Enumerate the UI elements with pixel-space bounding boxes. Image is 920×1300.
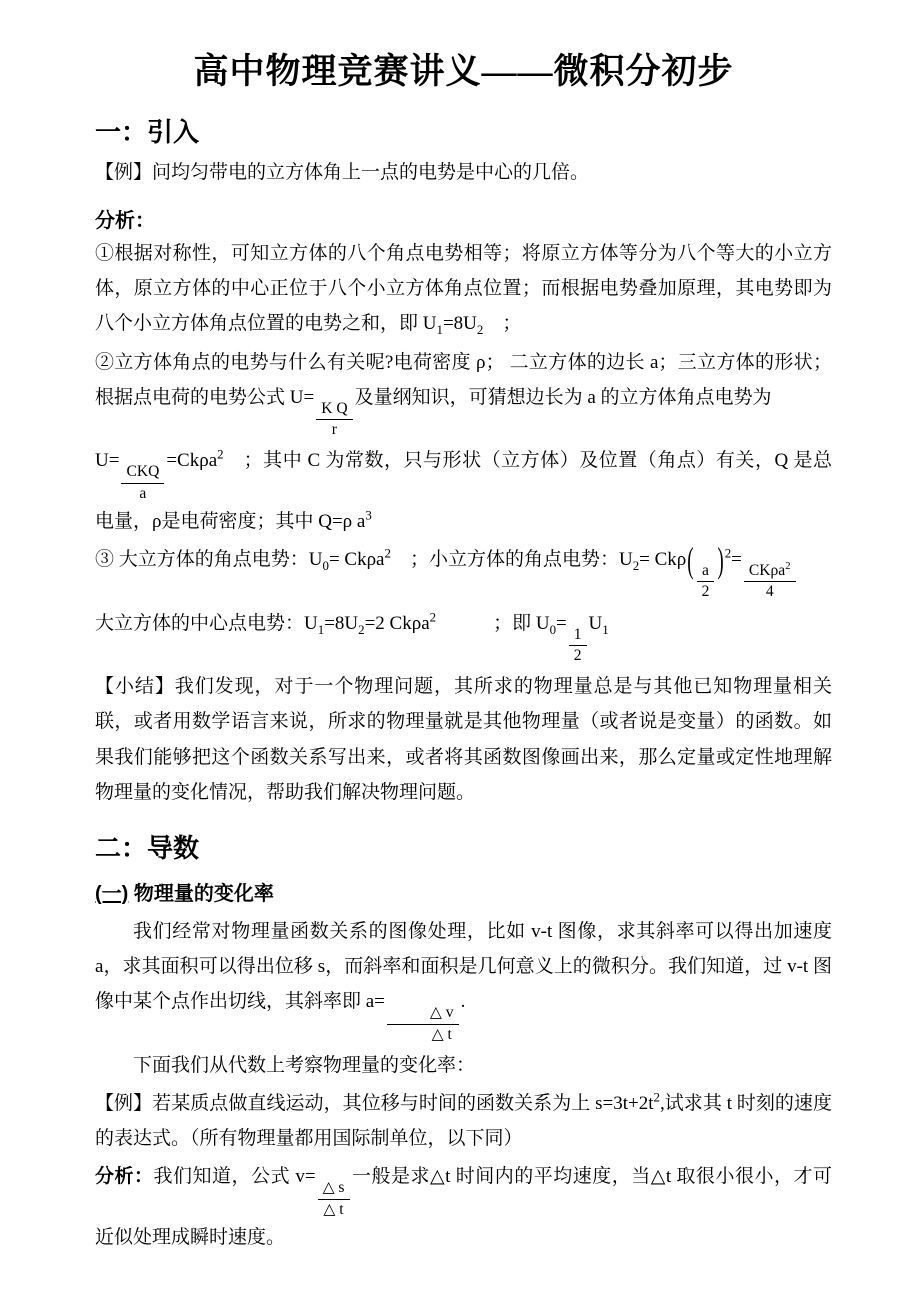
fraction bbox=[387, 1003, 459, 1045]
fraction-numerator: △ v bbox=[387, 1003, 459, 1024]
subscript: 1 bbox=[436, 322, 443, 338]
text-run: =Ckρa bbox=[166, 450, 218, 472]
fraction-numerator: CKQ bbox=[121, 462, 164, 483]
text-run: U= bbox=[95, 450, 120, 472]
fraction bbox=[318, 1178, 350, 1220]
analysis-label-2: 分析： bbox=[95, 1166, 154, 1188]
example-paragraph-1 bbox=[95, 155, 832, 190]
big-paren-open: ( bbox=[687, 541, 694, 581]
subscript: 2 bbox=[476, 322, 484, 338]
text-run: =8U bbox=[324, 612, 359, 634]
superscript: 2 bbox=[384, 545, 391, 561]
text-run: = bbox=[731, 549, 742, 571]
superscript: 2 bbox=[653, 1089, 660, 1105]
text-run: = Ckρa bbox=[328, 549, 385, 571]
text-run: ①根据对称性，可知立方体的八个角点电势相等；将原立方体等分为八个等大的小立方体，原立方体的中心正位于八个小立方体角点位置；而根据电势叠加原理，其电势即为八个小立方体角点位置的电势之和，即 U bbox=[95, 243, 832, 335]
fraction bbox=[569, 625, 587, 667]
example-tag: 【例】 bbox=[95, 1092, 153, 1114]
analysis-label-1: 分析： bbox=[95, 210, 155, 233]
text-run: ②立方体角点的电势与什么有关呢?电荷密度 ρ； 二立方体的边长 a；三立方体的形状；根据点电荷的电势公式 U= bbox=[95, 351, 832, 408]
paragraph-4 bbox=[95, 542, 832, 603]
text-run: ；其中 C 为常数，只与形状（立方体）及位置（角点）有关，Q 是总电量，ρ是电荷密度；其中 Q=ρ a bbox=[95, 450, 832, 532]
text-run: 若某质点做直线运动，其位移与时间的函数关系为上 s=3t+2t bbox=[152, 1092, 654, 1114]
text-run: ； bbox=[483, 313, 522, 335]
fraction-numerator: 1 bbox=[569, 625, 587, 646]
fraction bbox=[697, 561, 715, 603]
fraction bbox=[316, 399, 352, 441]
text-run: ；即 U bbox=[436, 612, 550, 634]
fraction-numerator: K Q bbox=[316, 399, 352, 420]
text-run: 我们发现，对于一个物理问题，其所求的物理量总是与其他已知物理量相关联，或者用数学语言来说，所求的物理量就是其他物理量（或者说是变量）的函数。如果我们能够把这个函数关系写出来，或者将其函数图像画出来，那么定量或定性地理解物理量的变化情况，帮助我们解决物理问题。 bbox=[95, 676, 832, 803]
text-run: = bbox=[556, 612, 567, 634]
sub-heading-text: 物理量的变化率 bbox=[128, 882, 274, 905]
text-run: 及量纲知识，可猜想边长为 a 的立方体角点电势为 bbox=[354, 386, 772, 408]
section-heading-1: 一：引入 bbox=[95, 117, 200, 147]
subscript: 1 bbox=[317, 621, 325, 637]
fraction-numerator: △ s bbox=[318, 1178, 350, 1199]
example-paragraph-2 bbox=[95, 1086, 832, 1156]
sub-heading-tag: (一) bbox=[95, 882, 129, 905]
fraction-denominator: △ t bbox=[431, 1025, 452, 1043]
superscript: 2 bbox=[785, 561, 791, 573]
text-run: U bbox=[588, 612, 603, 634]
text-run: = Ckρ bbox=[639, 549, 687, 571]
text-run: =2 Ckρa bbox=[364, 612, 430, 634]
fraction-denominator: 4 bbox=[765, 583, 774, 601]
text-run: 一般是求△t 时间内的平均速度，当△t 取很小很小，才可近似处理成瞬时速度。 bbox=[95, 1166, 832, 1248]
big-paren-close: ) bbox=[717, 541, 724, 581]
text-run: ③ 大立方体的角点电势：U bbox=[95, 549, 323, 571]
fraction-denominator: 2 bbox=[573, 647, 582, 665]
paragraph-3 bbox=[95, 443, 832, 539]
analysis-paragraph-2 bbox=[95, 1159, 832, 1255]
text-run: 问均匀带电的立方体角上一点的电势是中心的几倍。 bbox=[152, 162, 590, 183]
subscript: 0 bbox=[549, 621, 557, 637]
paragraph-5 bbox=[95, 606, 832, 667]
fraction bbox=[744, 561, 796, 603]
example-tag: 【例】 bbox=[95, 162, 153, 183]
text-run: =8U bbox=[442, 313, 477, 335]
fraction-numerator: a bbox=[697, 561, 714, 582]
text-run: ,试求其 t 时刻的速度的表达式。（所有物理量都用国际制单位，以下同） bbox=[95, 1092, 832, 1150]
text-run: 大立方体的中心点电势：U bbox=[95, 612, 318, 634]
subscript: 2 bbox=[358, 621, 365, 637]
fraction-denominator: △ t bbox=[323, 1200, 344, 1218]
text-run: CKρa bbox=[748, 562, 786, 580]
paragraph-8: 下面我们从代数上考察物理量的变化率： bbox=[133, 1054, 476, 1076]
fraction-denominator: 2 bbox=[701, 583, 710, 601]
fraction-numerator bbox=[744, 561, 796, 582]
fraction bbox=[121, 462, 164, 504]
section-heading-2: 二：导数 bbox=[95, 832, 200, 863]
text-run: 我们知道，公式 v= bbox=[153, 1166, 316, 1188]
fraction-denominator: a bbox=[139, 484, 147, 502]
text-run: 我们经常对物理量函数关系的图像处理，比如 v-t 图像，求其斜率可以得出加速度 a，求其面积可以得出位移 s，而斜率和面积是几何意义上的微积分。我们知道，过 v-t 图像中某个点作出切线，其斜率即 a= bbox=[95, 920, 832, 1013]
paragraph-2 bbox=[95, 345, 832, 441]
text-run: . bbox=[460, 991, 466, 1013]
superscript: 2 bbox=[724, 545, 732, 561]
subscript: 1 bbox=[602, 621, 609, 637]
superscript: 3 bbox=[365, 507, 372, 523]
text-run: ；小立方体的角点电势：U bbox=[390, 549, 633, 571]
doc-title: 高中物理竞赛讲义——微积分初步 bbox=[193, 52, 734, 91]
sub-heading-1 bbox=[95, 877, 832, 906]
summary-tag: 【小结】 bbox=[95, 676, 175, 698]
paragraph-7 bbox=[95, 914, 832, 1045]
summary-paragraph bbox=[95, 669, 832, 810]
subscript: 2 bbox=[632, 557, 640, 573]
fraction-denominator: r bbox=[331, 421, 337, 439]
paragraph-1 bbox=[95, 236, 832, 341]
subscript: 0 bbox=[322, 557, 329, 573]
superscript: 2 bbox=[217, 447, 224, 462]
superscript: 2 bbox=[429, 609, 437, 625]
